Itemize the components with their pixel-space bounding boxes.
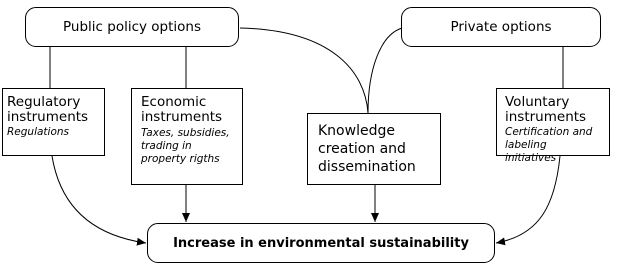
economic-instruments-box xyxy=(131,88,243,185)
economic-instruments-subtitle: Taxes, subsidies, trading in property rigths xyxy=(141,127,230,165)
knowledge-creation-title: Knowledge creation and dissemination xyxy=(318,123,416,175)
private-options-label: Private options xyxy=(450,18,552,35)
public-to-knowledge-curve xyxy=(240,28,368,113)
voluntary-instruments-box xyxy=(496,88,610,164)
regulatory-instruments-box xyxy=(2,88,105,156)
outcome-label: Increase in environmental sustainability xyxy=(173,235,469,251)
regulatory-instruments-title: Regulatory instruments xyxy=(7,94,89,125)
private-options-box xyxy=(401,7,601,47)
outcome-box xyxy=(147,223,495,263)
public-policy-options-label: Public policy options xyxy=(63,18,201,35)
public-policy-options-box xyxy=(25,7,239,47)
voluntary-instruments-subtitle: Certification and labeling initiatives xyxy=(505,126,593,164)
private-to-knowledge-curve xyxy=(368,28,402,113)
regulatory-instruments-subtitle: Regulations xyxy=(7,126,70,138)
voluntary-instruments-title: Voluntary instruments xyxy=(505,94,587,125)
knowledge-creation-box xyxy=(307,113,441,185)
economic-instruments-title: Economic instruments xyxy=(141,94,223,125)
voluntary-arrow xyxy=(496,156,560,243)
